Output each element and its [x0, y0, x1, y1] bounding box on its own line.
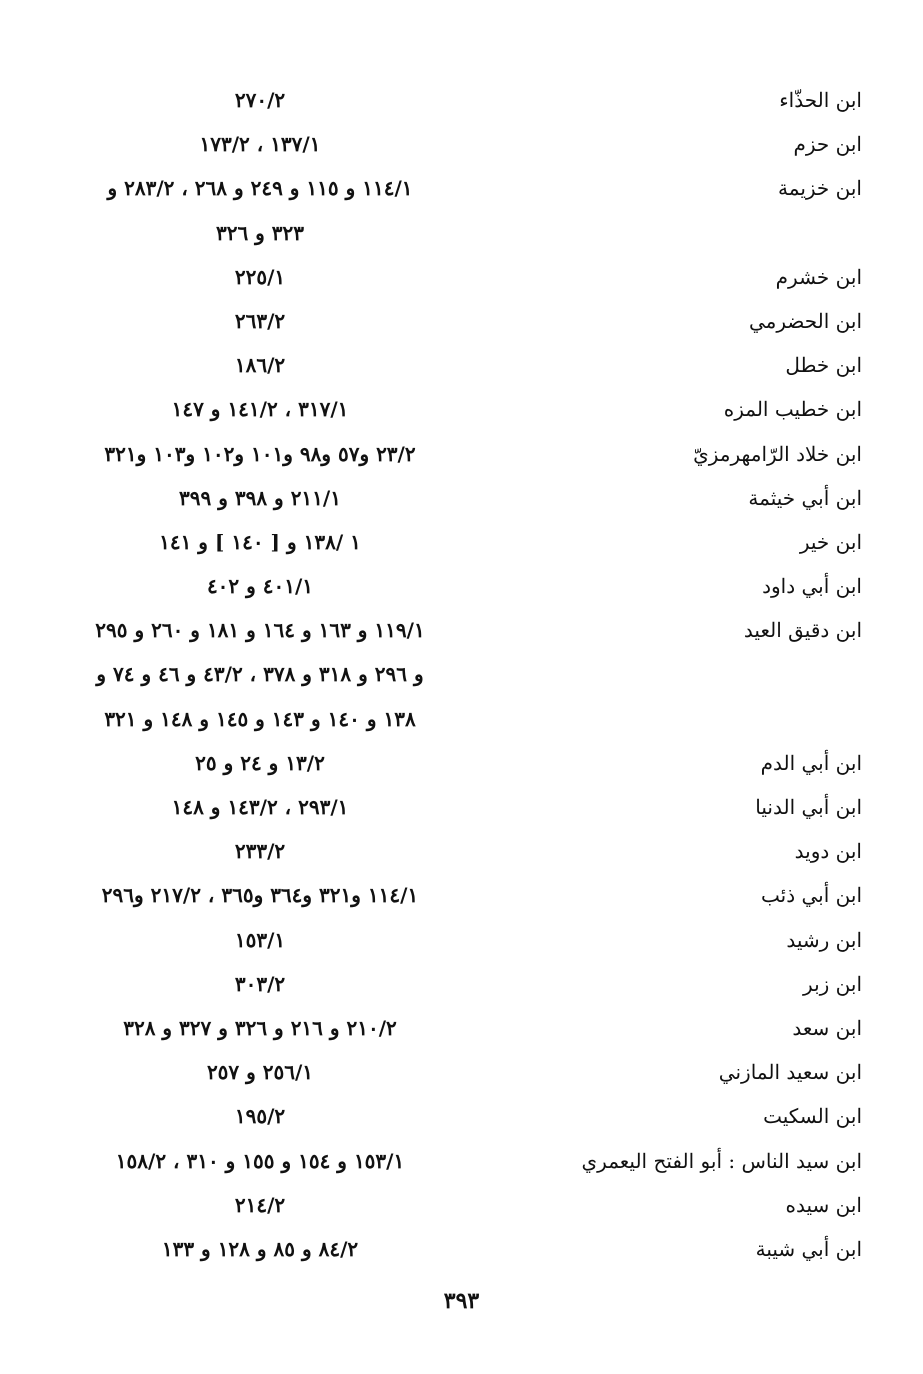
entry-references: ٢٩٣/١ ، ١٤٣/٢ و ١٤٨	[171, 795, 349, 819]
index-entry	[70, 875, 870, 919]
index-entry	[70, 389, 870, 433]
entry-name: ابن سعد	[792, 1015, 862, 1040]
entry-name: ابن أبي الدم	[760, 750, 862, 775]
entry-name: ابن أبي خيثمة	[748, 485, 862, 510]
entry-references: ٢٣/٢ و٥٧ و٩٨ و١٠١ و١٠٢ و١٠٣ و٣٢١	[104, 441, 416, 466]
index-entry	[70, 213, 870, 257]
entry-references: ٢٦٣/٢	[234, 308, 286, 333]
entry-name: ابن خلاد الرّامهرمزيّ	[693, 441, 862, 466]
page-number: ٣٩٣	[443, 1288, 480, 1314]
entry-references: ٢١١/١ و ٣٩٨ و ٣٩٩	[179, 485, 341, 510]
index-entry	[70, 743, 870, 787]
index-entry	[70, 1008, 870, 1052]
entry-name: ابن خير	[799, 529, 862, 554]
index-entry	[70, 301, 870, 345]
entry-name: ابن سعيد المازني	[718, 1060, 862, 1085]
entry-name: ابن خطل	[785, 353, 862, 378]
entry-name: ابن الحضرمي	[748, 308, 862, 333]
index-entry	[70, 699, 870, 743]
index-entry	[70, 1052, 870, 1096]
index-entry	[70, 434, 870, 478]
entry-references: ٢٣٣/٢	[234, 839, 286, 864]
index-entry	[70, 80, 870, 124]
entry-references: ١٣/٢ و ٢٤ و ٢٥	[195, 750, 325, 775]
index-entry	[70, 1141, 870, 1185]
entry-name: ابن السكيت	[763, 1104, 862, 1129]
index-entry	[70, 920, 870, 964]
entry-name: ابن أبي الدنيا	[755, 795, 862, 819]
index-entry	[70, 787, 870, 831]
index-entry	[70, 1229, 870, 1273]
index-entry	[70, 654, 870, 698]
entry-name: ابن خطيب المزه	[723, 397, 862, 422]
index-entry	[70, 831, 870, 875]
entry-references: ٢١٤/٢	[234, 1192, 286, 1217]
entry-name: ابن حزم	[793, 132, 862, 157]
index-entry	[70, 610, 870, 654]
name-index-list	[70, 80, 870, 1273]
entry-name: ابن سيد الناس : أبو الفتح اليعمري	[581, 1148, 862, 1173]
entry-references: ٢٥٦/١ و ٢٥٧	[206, 1060, 314, 1085]
entry-references: ١٥٣/١ و ١٥٤ و ١٥٥ و ٣١٠ ، ١٥٨/٢	[115, 1148, 405, 1173]
entry-references: ٨٤/٢ و ٨٥ و ١٢٨ و ١٣٣	[161, 1236, 359, 1261]
entry-name: ابن خشرم	[775, 264, 862, 289]
entry-name: ابن الحذّاء	[779, 88, 862, 112]
entry-references: ١٨٦/٢	[234, 353, 286, 378]
entry-name: ابن أبي داود	[762, 574, 862, 599]
index-entry	[70, 168, 870, 212]
entry-name: ابن دقيق العيد	[743, 618, 862, 643]
index-entry	[70, 478, 870, 522]
entry-references: ٤٠١/١ و ٤٠٢	[206, 574, 314, 599]
entry-references: ٣١٧/١ ، ١٤١/٢ و ١٤٧	[171, 397, 349, 422]
entry-references: ٣٠٣/٢	[234, 971, 286, 996]
entry-name: ابن رشيد	[786, 927, 862, 952]
entry-references: ١١٩/١ و ١٦٣ و ١٦٤ و ١٨١ و ٢٦٠ و ٢٩٥	[95, 618, 425, 643]
entry-name: ابن أبي ذئب	[761, 883, 862, 908]
entry-references: و ٢٩٦ و ٣١٨ و ٣٧٨ ، ٤٣/٢ و ٤٦ و ٧٤ و	[96, 662, 424, 687]
index-entry	[70, 345, 870, 389]
entry-references: ١١٤/١ و٣٢١ و٣٦٤ و٣٦٥ ، ٢١٧/٢ و٢٩٦	[101, 883, 419, 908]
entry-name: ابن أبي شيبة	[755, 1236, 862, 1261]
entry-references: ١٥٣/١	[234, 927, 286, 952]
entry-references: ١١٤/١ و ١١٥ و ٢٤٩ و ٢٦٨ ، ٢٨٣/٢ و	[107, 176, 413, 201]
entry-references: ١٣٨ و ١٤٠ و ١٤٣ و ١٤٥ و ١٤٨ و ٣٢١	[104, 706, 416, 731]
entry-name: ابن خزيمة	[778, 176, 862, 201]
entry-name: ابن زبر	[803, 971, 862, 996]
entry-references: ١٣٧/١ ، ١٧٣/٢	[199, 132, 321, 157]
entry-references: ١ /١٣٨ و [ ١٤٠ ] و ١٤١	[159, 529, 361, 554]
entry-references: ٢٢٥/١	[234, 264, 286, 289]
entry-name: ابن سيده	[785, 1192, 862, 1217]
entry-references: ٢٧٠/٢	[234, 88, 286, 112]
entry-references: ٣٢٣ و ٣٢٦	[215, 220, 305, 245]
index-entry	[70, 566, 870, 610]
index-entry	[70, 1185, 870, 1229]
entry-references: ١٩٥/٢	[234, 1104, 286, 1129]
index-entry	[70, 964, 870, 1008]
index-entry	[70, 522, 870, 566]
index-entry	[70, 124, 870, 168]
index-entry	[70, 1096, 870, 1140]
entry-references: ٢١٠/٢ و ٢١٦ و ٣٢٦ و ٣٢٧ و ٣٢٨	[123, 1015, 397, 1040]
entry-name: ابن دويد	[794, 839, 862, 864]
index-entry	[70, 257, 870, 301]
